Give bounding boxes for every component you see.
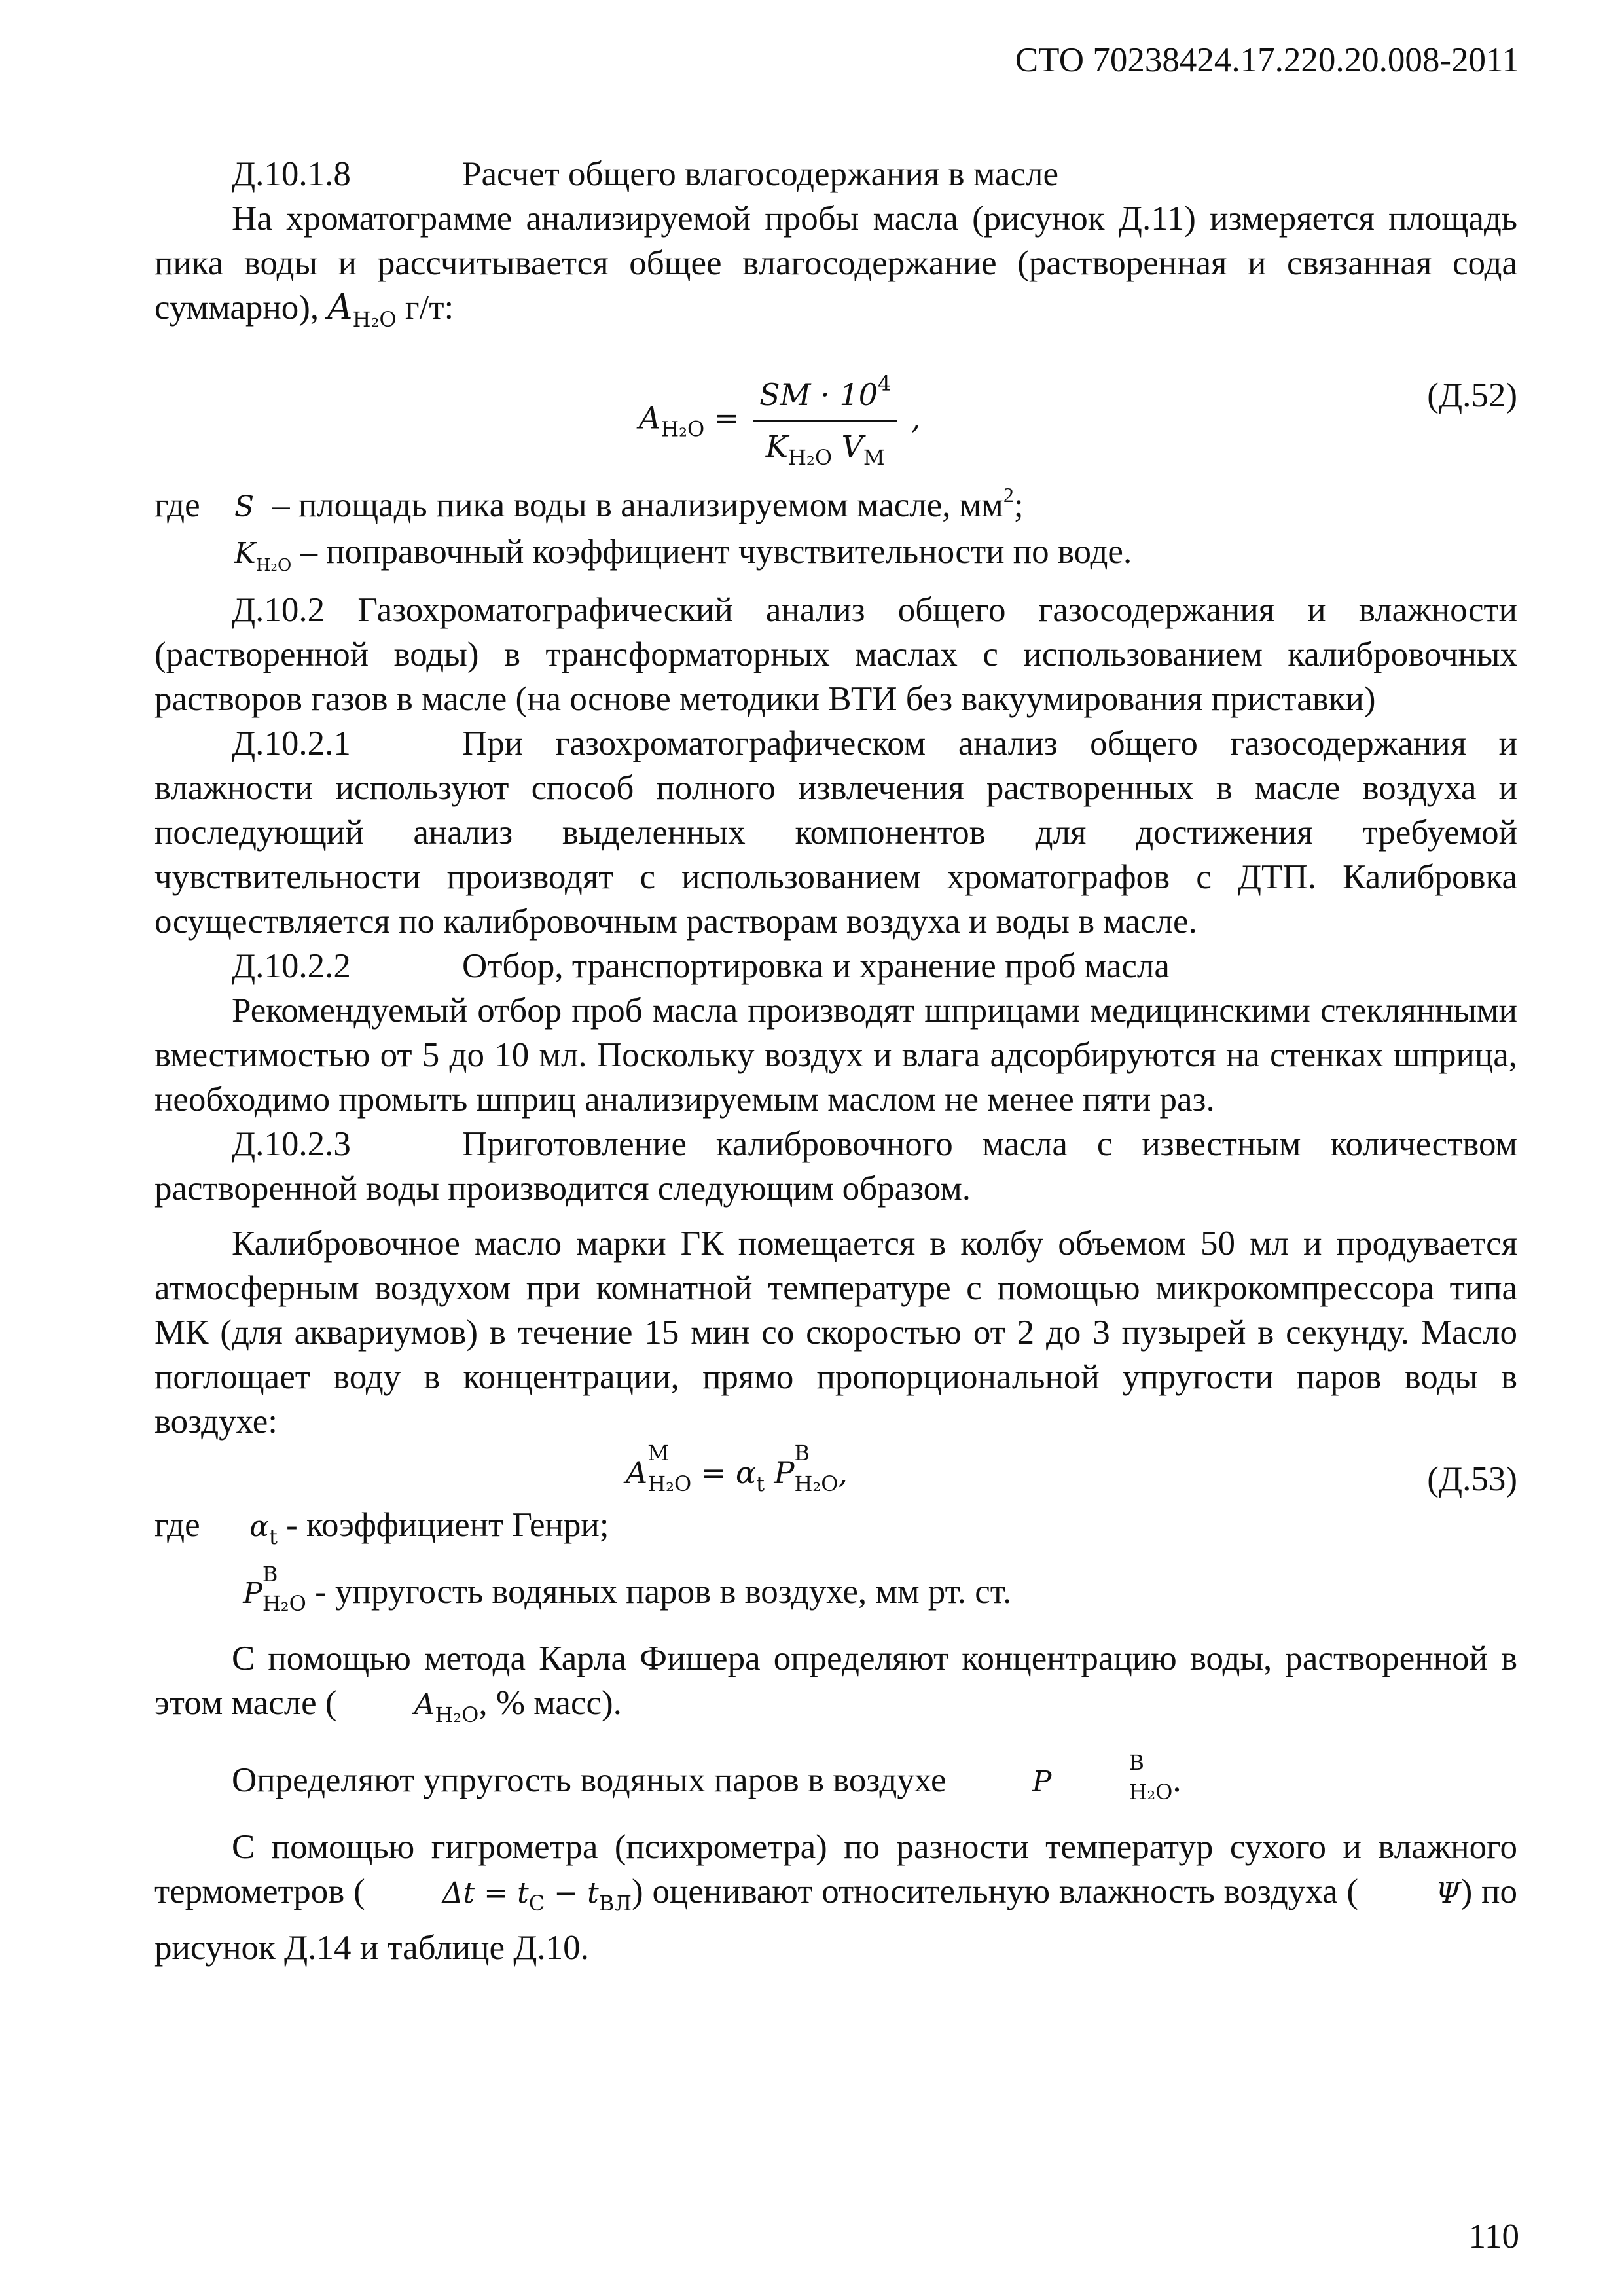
where-alpha: где $\alpha_t$ - коэффициент Генри; (154, 1506, 609, 1549)
paragraph-water-content (154, 196, 1517, 342)
formula-number: (Д.53) (1427, 1460, 1517, 1498)
paragraph-sampling: Рекомендуемый отбор проб масла производят шприцами медицинскими стеклянными вместимостью от 5 до 10 мл. Поскольку воздух и влага адсорбируются на стенках шприца, необходимо промыть шприц анализируемым маслом не менее пяти раз. (154, 992, 1517, 1119)
section-number: Д.10.1.8 (232, 155, 351, 193)
fraction: $\frac{SM \cdot 10^4}{K_{H_2O} V_M}$ (753, 361, 897, 480)
paragraph-text: На хроматограмме анализируемой пробы масла (рисунок Д.11) измеряется площадь пика воды и рассчитывается общее влагосодержание (растворенная и связанная сода суммарно), (154, 200, 1517, 327)
paragraph-karl-fischer: С помощью метода Карла Фишера определяют концентрацию воды, растворенной в этом масле ( $A_{H_2O}$, % масс). (154, 1640, 1517, 1727)
paragraph-d10-2-3: Д.10.2.3 Приготовление калибровочного масла с известным количеством растворенной воды производится следующим образом. (154, 1125, 1517, 1208)
formula-number: (Д.52) (1427, 376, 1517, 414)
unit-text: г/т: (405, 289, 454, 327)
section-heading-d10-2: Д.10.2 Газохроматографический анализ общего газосодержания и влажности (растворенной воды) в трансформаторных маслах с использованием калибровочных растворов газов в масле (на основе методики ВТИ без вакуумирования приставки) (154, 591, 1517, 718)
paragraph-vapor-pressure: Определяют упругость водяных паров в воздухе P B $_{H_2O}$. (232, 1750, 1182, 1804)
where-k: $K_{H_2O}$ – поправочный коэффициент чувствительности по воде. (234, 533, 1132, 575)
document-code-header: СТО 70238424.17.220.20.008-2011 (1015, 41, 1519, 79)
section-title: Расчет общего влагосодержания в масле (462, 155, 1059, 193)
formula-d53 (154, 1441, 1517, 1503)
paragraph-calibration-oil: Калибровочное масло марки ГК помещается в колбу объемом 50 мл и продувается атмосферным воздухом при комнатной температуре с помощью микрокомпрессора типа МК (для аквариумов) в течение 15 мин со скоростью от 2 до 3 пузырей в секунду. Масло поглощает воду в концентрации, прямо пропорциональной упругости паров воды в воздухе: (154, 1225, 1517, 1441)
formula-expression: $A_{H_2O}$ = $\frac{SM \cdot 10^4}{K_{H_2O} V_M}$ , (639, 361, 921, 480)
where-s: где S – площадь пика воды в анализируемом масле, $мм^2$; (154, 483, 1024, 524)
page-number: 110 (1468, 2217, 1519, 2255)
formula-d52 (154, 342, 1517, 473)
document-body (154, 152, 1517, 1970)
paragraph-d10-2-1: Д.10.2.1 При газохроматографическом анализ общего газосодержания и влажности используют способ полного извлечения растворенных в масле воздуха и последующий анализ выделенных компонентов для достижения требуемой чувствительности производят с использованием хроматографов с ДТП. Калибровка осуществляется по калибровочным растворам воздуха и воды в масле. (154, 725, 1517, 941)
section-heading-d10-1-8 (154, 152, 1517, 196)
formula-expression: A M $_{H_2O} = \alpha_t$ P B $_{H_2O}$, (626, 1441, 848, 1496)
section-heading-d10-2-2: Д.10.2.2 Отбор, транспортировка и хранение проб масла (232, 947, 1170, 985)
inline-symbol-a-h2o: $A_{H_2O}$ (327, 287, 397, 332)
paragraph-hygrometer: С помощью гигрометра (психрометра) по разности температур сухого и влажного термометров ( $\Delta t = t_C - t_{ВЛ}$) оценивают относительную влажность воздуха ( Ψ) по рисунок Д.14 и таблице Д.10. (154, 1828, 1517, 1967)
where-p: P B $_{H_2O}$ - упругость водяных паров в воздухе, мм рт. ст. (243, 1562, 1012, 1616)
